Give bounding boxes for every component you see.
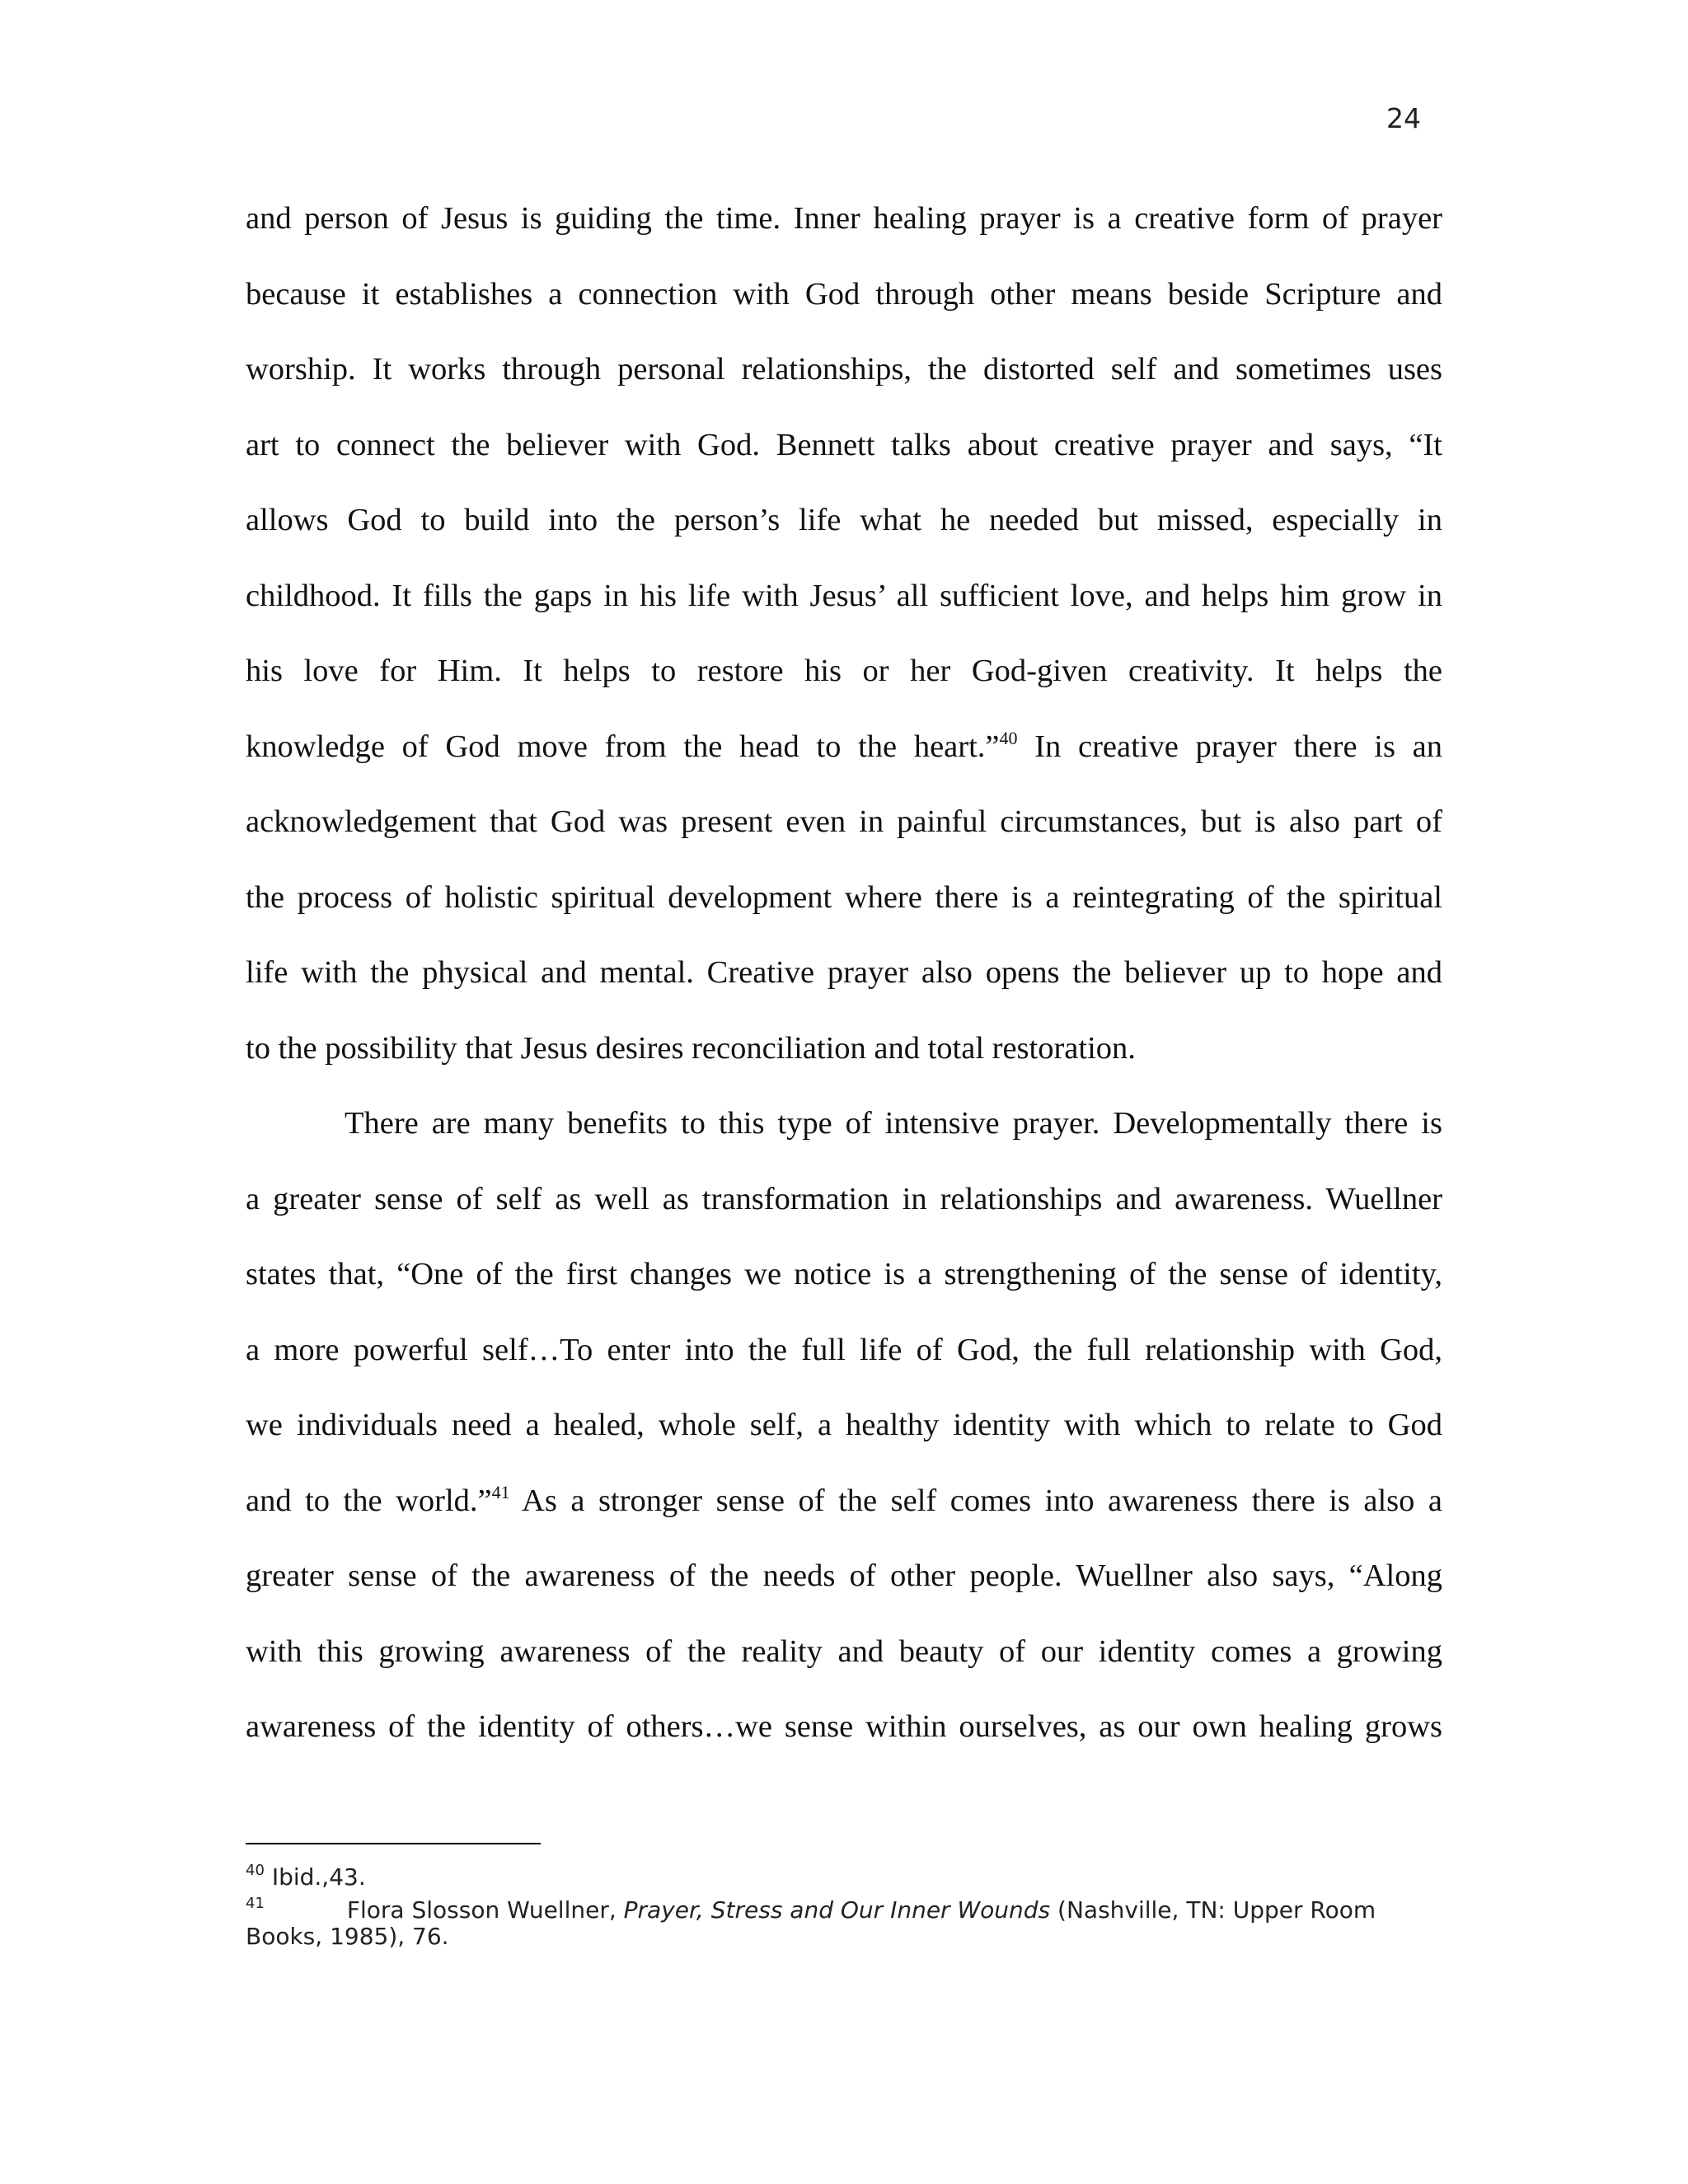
body-line: a greater sense of self as well as transformation in relationships and awareness. Wuellner xyxy=(246,1181,1442,1216)
body-line: greater sense of the awareness of the needs of other people. Wuellner also says, “Along xyxy=(246,1558,1442,1593)
footnotes xyxy=(246,1854,1442,1953)
body-line-text: knowledge of God move from the head to the heart.” xyxy=(246,729,1000,764)
body-line: acknowledgement that God was present even in painful circumstances, but is also part of xyxy=(246,804,1442,839)
footnote-marker-40: 40 xyxy=(999,727,1018,748)
footnote-41 xyxy=(246,1887,1442,1924)
body-line-text: As a stronger sense of the self comes into awareness there is also a xyxy=(509,1483,1442,1518)
body-line: with this growing awareness of the reality and beauty of our identity comes a growing xyxy=(246,1633,1442,1669)
footnote-number: 41 xyxy=(246,1895,265,1912)
body-line: art to connect the believer with God. Bennett talks about creative prayer and says, “It xyxy=(246,427,1442,462)
body-line: and person of Jesus is guiding the time. Inner healing prayer is a creative form of prayer xyxy=(246,201,1442,236)
body-line: because it establishes a connection with God through other means beside Scripture and xyxy=(246,276,1442,312)
body-line: a more powerful self…To enter into the full life of God, the full relationship with God, xyxy=(246,1332,1442,1367)
body-line: allows God to build into the person’s life what he needed but missed, especially in xyxy=(246,503,1442,537)
page-number: 24 xyxy=(1386,102,1421,134)
footnote-author: Flora Slosson Wuellner, xyxy=(346,1896,624,1924)
body-line: awareness of the identity of others…we sense within ourselves, as our own healing grows xyxy=(246,1709,1442,1744)
body-line: we individuals need a healed, whole self, a healthy identity with which to relate to God xyxy=(246,1408,1442,1442)
body-line: his love for Him. It helps to restore his or her God-given creativity. It helps the xyxy=(246,654,1442,688)
body-line: states that, “One of the first changes we notice is a strengthening of the sense of identity, xyxy=(246,1257,1442,1291)
footnote-book-title: Prayer, Stress and Our Inner Wounds xyxy=(623,1896,1051,1924)
body-text xyxy=(246,185,1442,1769)
body-line xyxy=(246,713,1442,789)
footnote-41-continuation: Books, 1985), 76. xyxy=(246,1923,449,1950)
body-line: to the possibility that Jesus desires reconciliation and total restoration. xyxy=(246,1030,1136,1066)
body-line: life with the physical and mental. Creative prayer also opens the believer up to hope and xyxy=(246,955,1442,990)
footnote-number: 40 xyxy=(246,1862,265,1879)
paragraph-start-line: There are many benefits to this type of intensive prayer. Developmentally there is xyxy=(345,1106,1442,1141)
body-line: childhood. It fills the gaps in his life with Jesus’ all sufficient love, and helps him grow in xyxy=(246,578,1442,613)
body-line-text: and to the world.” xyxy=(246,1483,492,1518)
body-line-text: In creative prayer there is an xyxy=(1017,729,1443,764)
footnote-marker-41: 41 xyxy=(491,1481,510,1502)
footnote-publication: (Nashville, TN: Upper Room xyxy=(1050,1896,1376,1924)
body-line: the process of holistic spiritual development where there is a reintegrating of the spiritual xyxy=(246,879,1442,915)
footnote-separator xyxy=(246,1843,541,1844)
body-line xyxy=(246,1467,1442,1543)
body-line: worship. It works through personal relationships, the distorted self and sometimes uses xyxy=(246,352,1442,387)
footnote-40 xyxy=(246,1854,1442,1891)
footnote-text: Ibid.,43. xyxy=(271,1863,366,1891)
